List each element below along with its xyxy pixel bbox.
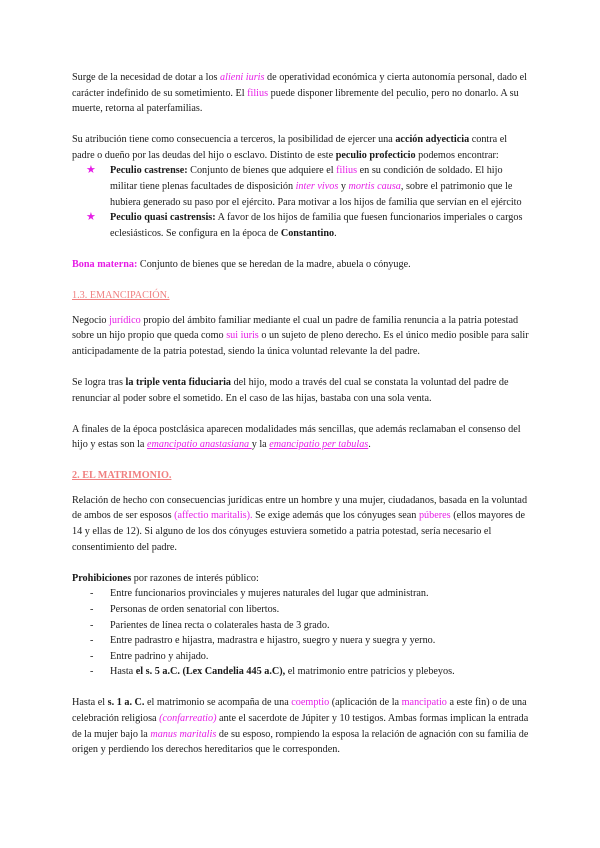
paragraph-matrimonio-def: [72, 493, 532, 555]
list-item-text: Entre padrastro e hijastra, madrastra e hijastro, suegro y nuera y suegra y yerno.: [110, 635, 436, 647]
paragraph-coemptio: [72, 695, 532, 757]
text: contra el padre o dueño por las deudas del hijo o esclavo. Distinto de este: [72, 134, 508, 161]
text: y: [338, 181, 349, 193]
term-confarreatio: (confarreatio): [159, 713, 217, 724]
text: o un sujeto de pleno derecho. Es el único medio posible para salir anticipadamente de la patria potestad, siendo la única voluntad relevante la del padre.: [72, 330, 529, 357]
text: el matrimonio entre patricios y plebeyos.: [285, 666, 455, 678]
dash-bullet: -: [90, 619, 94, 631]
text: de operatividad económica y cierta autonomía personal, dado el carácter indefinido de su sometimiento. El: [72, 72, 527, 99]
term-bona-materna: Bona materna:: [72, 258, 138, 270]
text: el matrimonio se acompaña de una: [144, 697, 292, 709]
text: ante el sacerdote de Júpiter y 10 testigos. Ambas formas implican la entrada de la mujer bajo la: [72, 713, 529, 740]
text: , sobre el patrimonio que le hubiera generado su paso por el ejército. Para motivar a los hijos de familia que servían en el ejército: [110, 181, 522, 208]
list-item: [90, 664, 532, 680]
paragraph-peculio-intro: [72, 70, 532, 117]
text: Se logra tras: [72, 376, 126, 388]
dash-bullet: -: [90, 650, 94, 662]
list-item-text: Entre funcionarios provinciales y mujeres naturales del lugar que administran.: [110, 588, 429, 600]
term-emancipatio-per-tabulas: emancipatio per tabulas: [269, 439, 369, 451]
paragraph-emancipacion-def: [72, 313, 532, 360]
paragraph-triple-venta: [72, 375, 532, 406]
text: por razones de interés público:: [131, 572, 259, 584]
text: y la: [251, 439, 270, 451]
text: en su condición de soldado. El hijo militar tiene plenas facultades de disposición: [110, 165, 503, 193]
document-page: [72, 70, 532, 758]
term-lex-candelia: el s. 5 a.C. (Lex Candelia 445 a.C),: [135, 666, 286, 678]
list-item: [90, 618, 532, 634]
term-mortis-causa: mortis causa: [348, 181, 401, 193]
list-item: [90, 586, 532, 602]
term-mancipatio: mancipatio: [401, 697, 447, 709]
prohibiciones-list: [72, 586, 532, 680]
text: (ellos mayores de 14 y ellas de 12). Si alguno de los dos cónyuges estuviera sometido a patria potestad, sería necesario el consentimiento del padre.: [72, 510, 526, 553]
text: .: [368, 439, 371, 451]
text: propio del ámbito familiar mediante el cual un padre de familia renuncia a la patria potestad sobre un hijo propio que queda como: [72, 314, 519, 342]
term-triple-venta: la triple venta fiduciaria: [125, 376, 232, 388]
term-juridico: jurídico: [109, 314, 141, 326]
dash-bullet: -: [90, 666, 94, 678]
text: .: [334, 227, 337, 239]
section-heading-matrimonio: 2. EL MATRIMONIO.: [72, 470, 172, 482]
list-item-quasi-castrensis: [86, 210, 532, 241]
list-item: [90, 649, 532, 665]
term-constantino: Constantino: [280, 227, 335, 239]
term-peculio-profecticio: peculio profecticio: [335, 149, 416, 161]
term-inter-vivos: inter vivos: [295, 181, 339, 193]
text: del hijo, modo a través del cual se constata la voluntad del padre de renunciar al poder sobre el sometido. En el caso de las hijas, bastaba con una sola venta.: [72, 376, 509, 404]
dash-bullet: -: [90, 603, 94, 615]
text: de su esposo, rompiendo la esposa la relación de agnación con su familia de origen y perdiendo los derechos hereditarios que le corresponden.: [72, 728, 529, 756]
text: Hasta: [110, 666, 136, 678]
text: Surge de la necesidad de dotar a los: [72, 72, 221, 83]
text: Hasta el: [72, 697, 108, 709]
dash-bullet: -: [90, 635, 94, 647]
term-filius: filius: [247, 87, 269, 99]
term-puberes: púberes: [418, 510, 451, 522]
text: Su atribución tiene como consecuencia a terceros, la posibilidad de ejercer una: [72, 134, 396, 146]
term-sui-iuris: sui iuris: [226, 330, 259, 342]
peculio-list: [72, 163, 532, 241]
text: puede disponer libremente del peculio, pero no donarlo. A su muerte, retorna al paterfamilias.: [72, 87, 519, 115]
paragraph-accion-adyecticia: [72, 132, 532, 163]
text: podemos encontrar:: [415, 149, 499, 161]
paragraph-prohibiciones: [72, 571, 532, 587]
dash-bullet: -: [90, 588, 94, 600]
text: a este fin) o de una celebración religiosa: [72, 697, 527, 724]
term-s1ac: s. 1 a. C.: [107, 697, 145, 709]
text: A favor de los hijos de familia que fuesen funcionarios imperiales o cargos eclesiásticos. Se configura en la época de: [110, 212, 523, 239]
list-item-text: Entre padrino y ahijado.: [110, 650, 209, 662]
text: Conjunto de bienes que adquiere el: [187, 165, 337, 177]
section-heading-emancipacion: 1.3. EMANCIPACIÓN.: [72, 290, 170, 302]
text: A finales de la época postclásica aparecen modalidades más sencillas, que además reclamaban el consenso del hijo y estas son la: [72, 423, 521, 451]
text: Conjunto de bienes que se heredan de la madre, abuela o cónyuge.: [137, 258, 411, 270]
paragraph-bona-materna: [72, 257, 532, 273]
list-item-text: Parientes de línea recta o colaterales hasta de 3 grado.: [110, 619, 330, 631]
term-filius: filius: [336, 165, 358, 177]
term-coemptio: coemptio: [291, 697, 330, 709]
term-affectio-maritalis: (affectio maritalis).: [174, 510, 253, 522]
text: Negocio: [72, 314, 110, 326]
term-accion-adyecticia: acción adyecticia: [395, 134, 470, 146]
list-item-castrense: [86, 163, 532, 210]
list-item: [90, 633, 532, 649]
star-icon: ★: [86, 211, 96, 224]
star-icon: ★: [86, 164, 96, 177]
text: (aplicación de la: [329, 697, 402, 709]
list-item-text: Personas de orden senatorial con libertos.: [110, 603, 280, 615]
text: Relación de hecho con consecuencias jurídicas entre un hombre y una mujer, ciudadanos, basada en la voluntad de ambos de ser esposos: [72, 494, 528, 522]
term-prohibiciones: Prohibiciones: [72, 572, 132, 584]
term-peculio-quasi-castrensis: Peculio quasi castrensis:: [110, 212, 216, 224]
text: Se exige además que los cónyuges sean: [252, 510, 419, 522]
term-manus-maritalis: manus maritalis: [150, 728, 217, 740]
term-peculio-castrense: Peculio castrense:: [110, 165, 188, 177]
term-alieni-iuris: alieni iuris: [220, 72, 265, 83]
list-item: [90, 602, 532, 618]
term-emancipatio-anastasiana: emancipatio anastasiana: [146, 439, 252, 451]
paragraph-postclasica: [72, 422, 532, 453]
